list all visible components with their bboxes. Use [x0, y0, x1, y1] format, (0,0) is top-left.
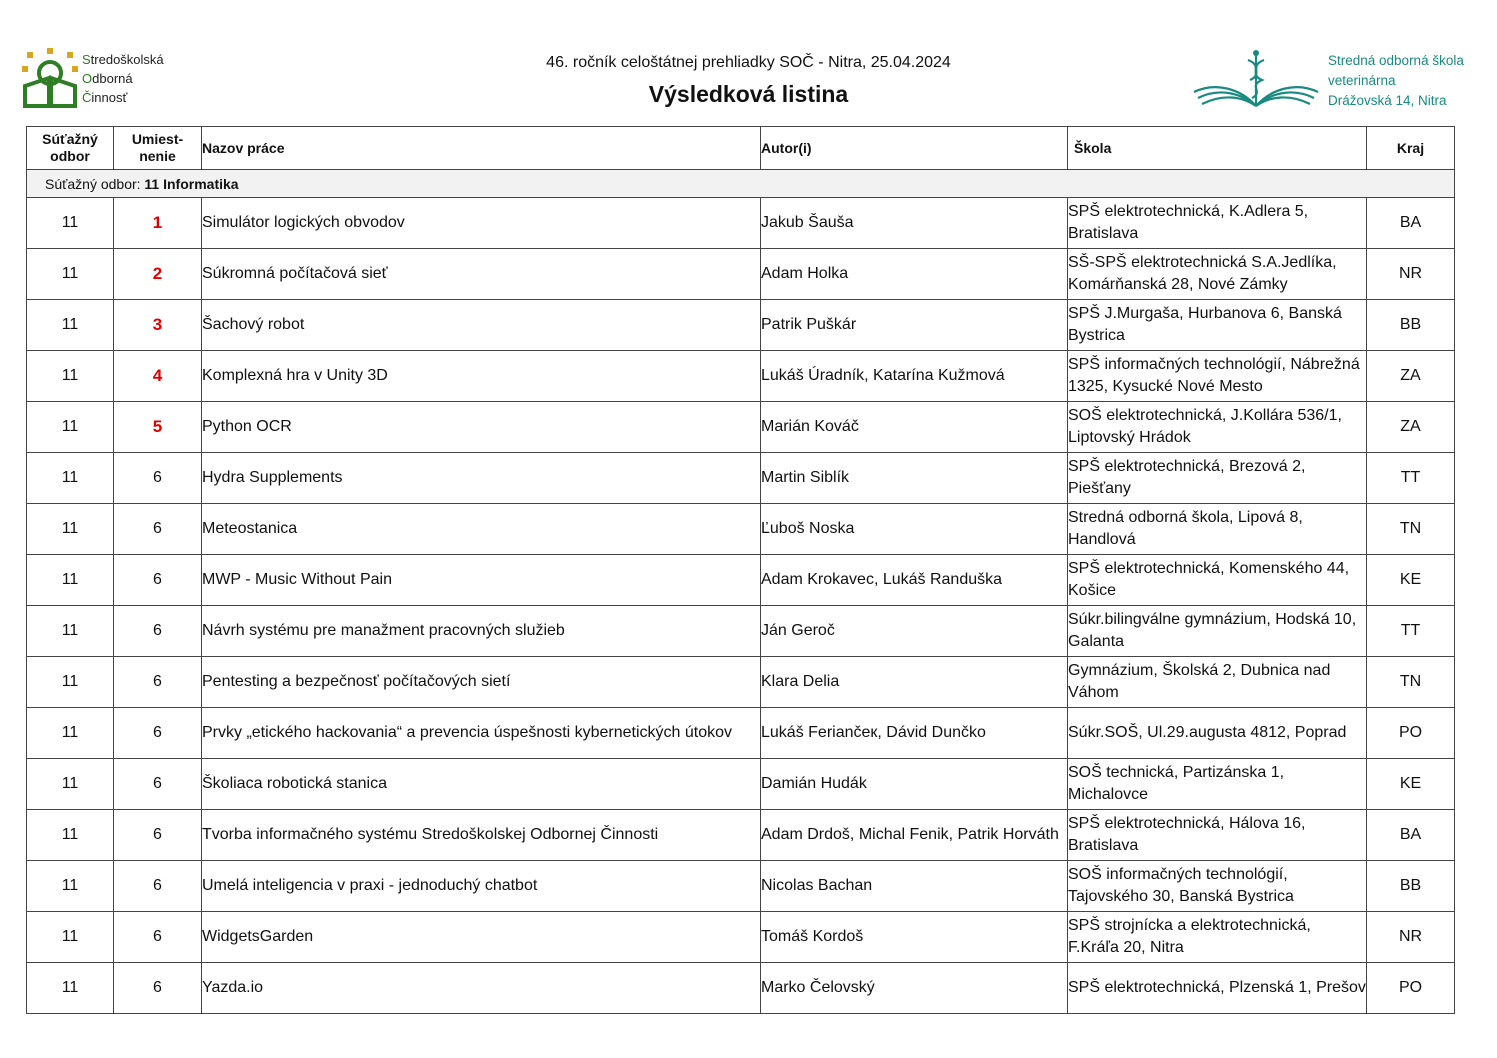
autor-cell: Jakub Šauša [761, 198, 1068, 249]
table-row [27, 249, 1455, 300]
rank-cell: 6 [114, 606, 202, 657]
autor-cell: Lukáš Feriančeк, Dávid Dunčko [761, 708, 1068, 759]
autor-cell: Klara Delia [761, 657, 1068, 708]
nazov-cell: Návrh systému pre manažment pracovných služieb [202, 606, 761, 657]
odbor-cell: 11 [27, 912, 114, 963]
table-row [27, 912, 1455, 963]
table-row [27, 351, 1455, 402]
table-row [27, 300, 1455, 351]
autor-cell: Adam Krokavec, Lukáš Randuška [761, 555, 1068, 606]
kraj-cell: ZA [1367, 351, 1455, 402]
autor-cell: Martin Siblík [761, 453, 1068, 504]
kraj-cell: PO [1367, 963, 1455, 1014]
col-header-nazov: Nazov práce [202, 127, 761, 170]
table-row [27, 810, 1455, 861]
rank-cell: 6 [114, 504, 202, 555]
autor-cell: Damián Hudák [761, 759, 1068, 810]
odbor-cell: 11 [27, 606, 114, 657]
skola-cell: SPŠ J.Murgaša, Hurbanova 6, Banská Bystrica [1068, 300, 1367, 351]
rank-cell: 5 [114, 402, 202, 453]
soc-emblem-icon [22, 48, 78, 110]
table-row [27, 708, 1455, 759]
skola-cell: SOŠ technická, Partizánska 1, Michalovce [1068, 759, 1367, 810]
section-row [27, 170, 1455, 198]
nazov-cell: Meteostanica [202, 504, 761, 555]
kraj-cell: ZA [1367, 402, 1455, 453]
autor-cell: Ján Geroč [761, 606, 1068, 657]
skola-cell: SOŠ elektrotechnická, J.Kollára 536/1, Liptovský Hrádok [1068, 402, 1367, 453]
autor-cell: Marko Čelovský [761, 963, 1068, 1014]
odbor-cell: 11 [27, 249, 114, 300]
kraj-cell: TN [1367, 504, 1455, 555]
nazov-cell: Yazda.io [202, 963, 761, 1014]
autor-cell: Lukáš Úradník, Katarína Kužmová [761, 351, 1068, 402]
kraj-cell: BA [1367, 198, 1455, 249]
nazov-cell: Pentesting a bezpečnosť počítačových sietí [202, 657, 761, 708]
rank-cell: 2 [114, 249, 202, 300]
page-header [400, 52, 1097, 109]
nazov-cell: Školiaca robotická stanica [202, 759, 761, 810]
section-label: Súťažný odbor: 11 Informatika [27, 170, 1455, 198]
odbor-cell: 11 [27, 708, 114, 759]
odbor-cell: 11 [27, 453, 114, 504]
rank-cell: 6 [114, 912, 202, 963]
autor-cell: Tomáš Kordoš [761, 912, 1068, 963]
nazov-cell: Súkromná počítačová sieť [202, 249, 761, 300]
logo-line-3: Činnosť [82, 90, 128, 105]
table-row [27, 198, 1455, 249]
rank-cell: 1 [114, 198, 202, 249]
table-row [27, 402, 1455, 453]
skola-cell: SŠ-SPŠ elektrotechnická S.A.Jedlíka, Komárňanská 28, Nové Zámky [1068, 249, 1367, 300]
skola-cell: Gymnázium, Školská 2, Dubnica nad Váhom [1068, 657, 1367, 708]
kraj-cell: NR [1367, 249, 1455, 300]
col-header-autor: Autor(i) [761, 127, 1068, 170]
kraj-cell: BA [1367, 810, 1455, 861]
table-row [27, 963, 1455, 1014]
autor-cell: Nicolas Bachan [761, 861, 1068, 912]
rank-cell: 6 [114, 453, 202, 504]
table-row [27, 453, 1455, 504]
nazov-cell: WidgetsGarden [202, 912, 761, 963]
odbor-cell: 11 [27, 759, 114, 810]
logo-line-2: Odborná [82, 71, 133, 86]
table-row [27, 759, 1455, 810]
skola-cell: SPŠ elektrotechnická, K.Adlera 5, Bratislava [1068, 198, 1367, 249]
kraj-cell: PO [1367, 708, 1455, 759]
results-table [26, 126, 1455, 1014]
logo-line-1: Stredoškolská [82, 52, 164, 67]
skola-cell: SPŠ elektrotechnická, Hálova 16, Bratislava [1068, 810, 1367, 861]
kraj-cell: TN [1367, 657, 1455, 708]
col-header-kraj: Kraj [1367, 127, 1455, 170]
skola-cell: SPŠ elektrotechnická, Brezová 2, Piešťany [1068, 453, 1367, 504]
odbor-cell: 11 [27, 351, 114, 402]
autor-cell: Adam Drdoš, Michal Fenik, Patrik Horváth [761, 810, 1068, 861]
rank-cell: 6 [114, 759, 202, 810]
table-row [27, 606, 1455, 657]
autor-cell: Ľuboš Noska [761, 504, 1068, 555]
skola-cell: Stredná odborná škola, Lipová 8, Handlová [1068, 504, 1367, 555]
nazov-cell: Komplexná hra v Unity 3D [202, 351, 761, 402]
table-header-row [27, 127, 1455, 170]
autor-cell: Adam Holka [761, 249, 1068, 300]
odbor-cell: 11 [27, 198, 114, 249]
open-book-caduceus-icon [1190, 48, 1322, 112]
rank-cell: 4 [114, 351, 202, 402]
autor-cell: Marián Kováč [761, 402, 1068, 453]
rank-cell: 6 [114, 963, 202, 1014]
kraj-cell: TT [1367, 606, 1455, 657]
col-header-odbor: Súťažný odbor [27, 127, 114, 170]
odbor-cell: 11 [27, 861, 114, 912]
rank-cell: 6 [114, 810, 202, 861]
skola-cell: SPŠ strojnícka a elektrotechnická, F.Kráľa 20, Nitra [1068, 912, 1367, 963]
rank-cell: 6 [114, 657, 202, 708]
rank-cell: 6 [114, 708, 202, 759]
school-name: Stredná odborná škola veterinárna Drážovská 14, Nitra [1328, 53, 1464, 108]
skola-cell: SPŠ elektrotechnická, Plzenská 1, Prešov [1068, 963, 1367, 1014]
odbor-cell: 11 [27, 657, 114, 708]
skola-cell: SOŠ informačných technológií, Tajovského 30, Banská Bystrica [1068, 861, 1367, 912]
kraj-cell: BB [1367, 861, 1455, 912]
kraj-cell: TT [1367, 453, 1455, 504]
nazov-cell: Simulátor logických obvodov [202, 198, 761, 249]
odbor-cell: 11 [27, 300, 114, 351]
skola-cell: Súkr.SOŠ, Ul.29.augusta 4812, Poprad [1068, 708, 1367, 759]
col-header-umiestnenie: Umiest-nenie [114, 127, 202, 170]
rank-cell: 6 [114, 861, 202, 912]
page-subtitle: 46. ročník celoštátnej prehliadky SOČ - Nitra, 25.04.2024 [546, 54, 951, 71]
odbor-cell: 11 [27, 810, 114, 861]
kraj-cell: BB [1367, 300, 1455, 351]
table-row [27, 555, 1455, 606]
school-logo [1190, 48, 1480, 112]
soc-logo [22, 48, 192, 110]
skola-cell: SPŠ informačných technológií, Nábrežná 1325, Kysucké Nové Mesto [1068, 351, 1367, 402]
nazov-cell: Šachový robot [202, 300, 761, 351]
skola-cell: SPŠ elektrotechnická, Komenského 44, Košice [1068, 555, 1367, 606]
table-row [27, 861, 1455, 912]
kraj-cell: KE [1367, 759, 1455, 810]
nazov-cell: Prvky „etického hackovania“ a prevencia úspešnosti kybernetických útokov [202, 708, 761, 759]
nazov-cell: Hydra Supplements [202, 453, 761, 504]
nazov-cell: MWP - Music Without Pain [202, 555, 761, 606]
skola-cell: Súkr.bilingválne gymnázium, Hodská 10, Galanta [1068, 606, 1367, 657]
table-row [27, 504, 1455, 555]
odbor-cell: 11 [27, 504, 114, 555]
odbor-cell: 11 [27, 402, 114, 453]
page-title: Výsledková listina [648, 81, 849, 107]
nazov-cell: Tvorba informačného systému Stredoškolskej Odbornej Činnosti [202, 810, 761, 861]
kraj-cell: NR [1367, 912, 1455, 963]
kraj-cell: KE [1367, 555, 1455, 606]
nazov-cell: Umelá inteligencia v praxi - jednoduchý chatbot [202, 861, 761, 912]
rank-cell: 6 [114, 555, 202, 606]
rank-cell: 3 [114, 300, 202, 351]
autor-cell: Patrik Puškár [761, 300, 1068, 351]
odbor-cell: 11 [27, 963, 114, 1014]
table-row [27, 657, 1455, 708]
col-header-skola: Škola [1068, 127, 1367, 170]
odbor-cell: 11 [27, 555, 114, 606]
nazov-cell: Python OCR [202, 402, 761, 453]
